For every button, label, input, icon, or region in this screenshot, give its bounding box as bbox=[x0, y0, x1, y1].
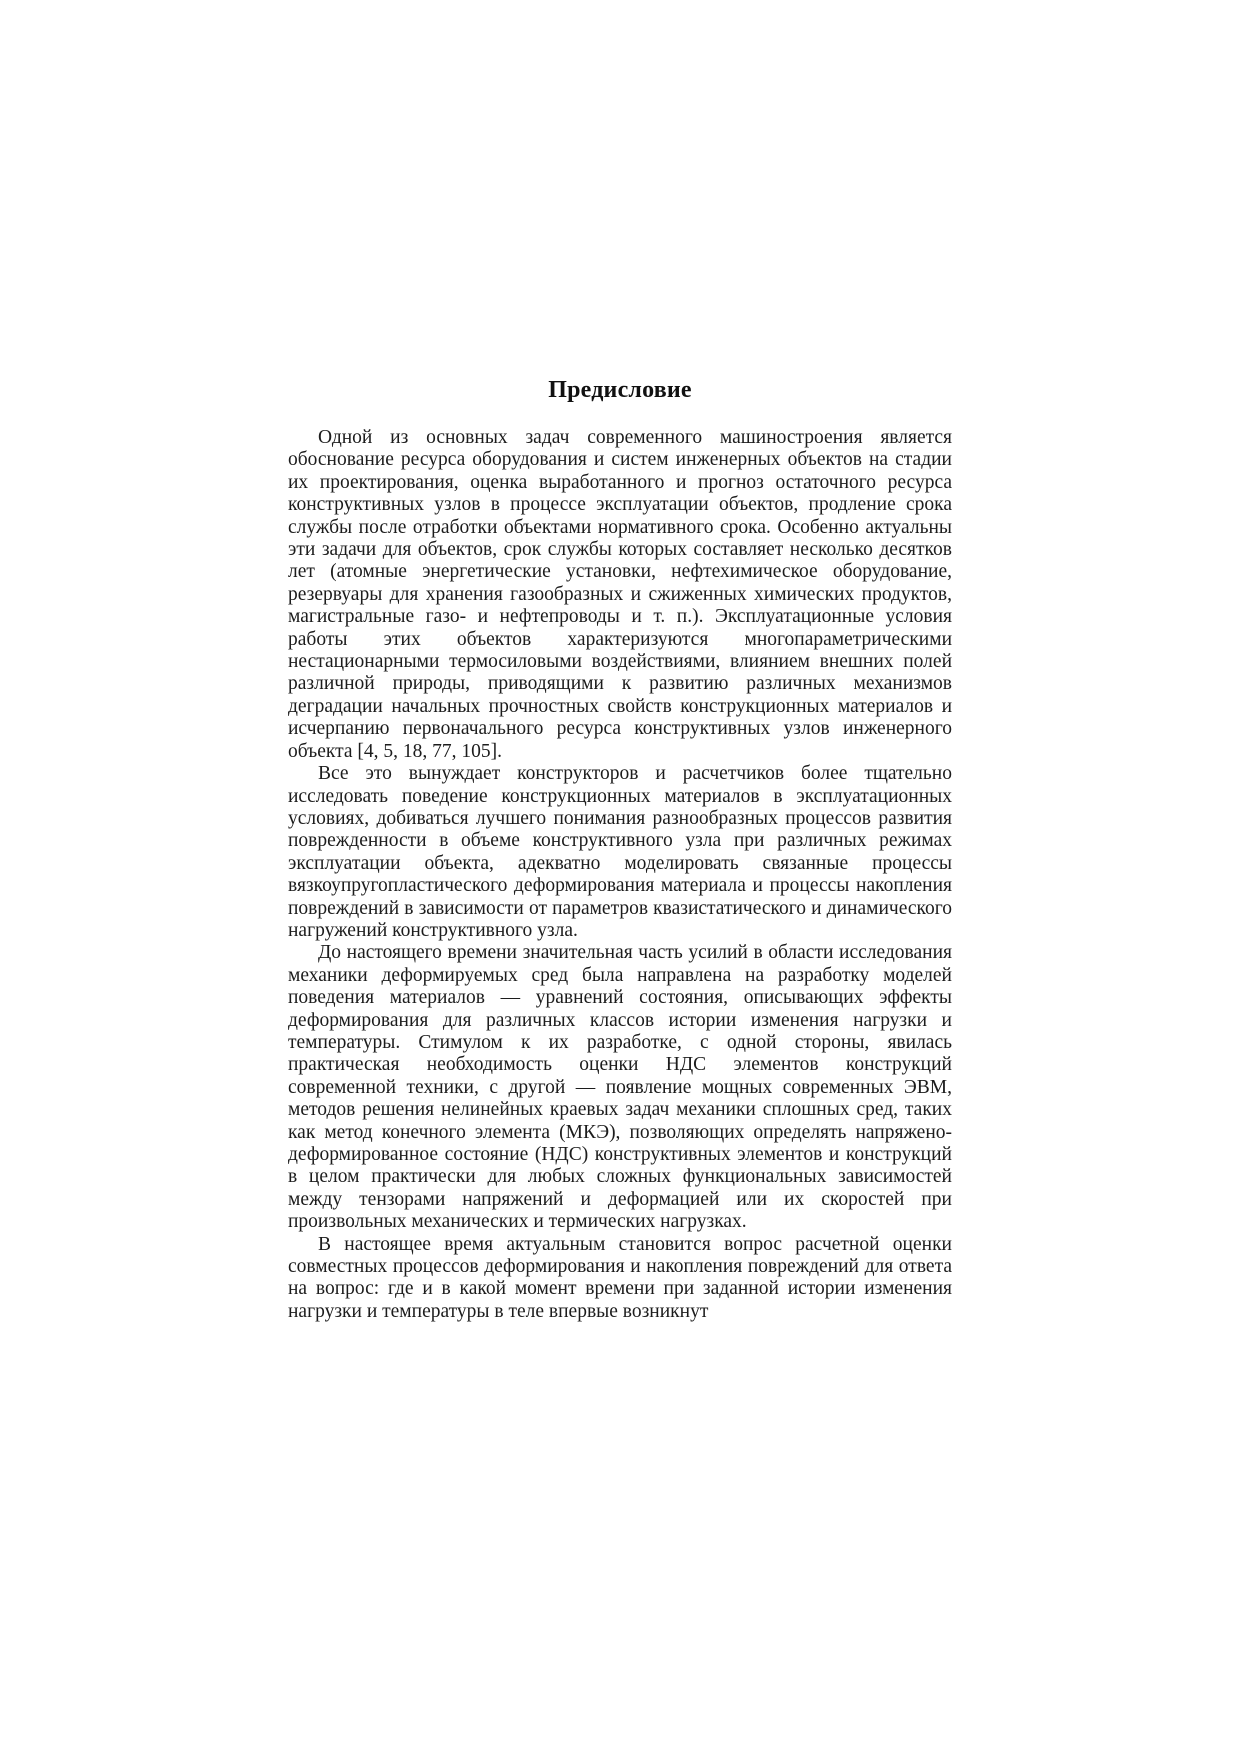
paragraph-4: В настоящее время актуальным становится вопрос расчетной оценки совместных процессов деформирования и накопления повреждений для ответа на вопрос: где и в какой момент времени при заданной истории изменения нагрузки и температуры в теле впервые возникнут bbox=[288, 1233, 952, 1322]
paragraph-3: До настоящего времени значительная часть усилий в области исследования механики деформируемых сред была направлена на разработку моделей поведения материалов — уравнений состояния, описывающих эффекты деформирования для различных классов истории изменения нагрузки и температуры. Стимулом к их разработке, с одной стороны, явилась практическая необходимость оценки НДС элементов конструкций современной техники, с другой — появление мощных современных ЭВМ, методов решения нелинейных краевых задач механики сплошных сред, таких как метод конечного элемента (МКЭ), позволяющих определять напряжено-деформированное состояние (НДС) конструктивных элементов и конструкций в целом практически для любых сложных функциональных зависимостей между тензорами напряжений и деформацией или их скоростей при произвольных механических и термических нагрузках. bbox=[288, 942, 952, 1233]
paragraph-1: Одной из основных задач современного машиностроения является обоснование ресурса оборудования и систем инженерных объектов на стадии их проектирования, оценка выработанного и прогноз остаточного ресурса конструктивных узлов в процессе эксплуатации объектов, продление срока службы после отработки объектами нормативного срока. Особенно актуальны эти задачи для объектов, срок службы которых составляет несколько десятков лет (атомные энергетические установки, нефтехимическое оборудование, резервуары для хранения газообразных и сжиженных химических продуктов, магистральные газо- и нефтепроводы и т. п.). Эксплуатационные условия работы этих объектов характеризуются многопараметрическими нестационарными термосиловыми воздействиями, влиянием внешних полей различной природы, приводящими к развитию различных механизмов деградации начальных прочностных свойств конструкционных материалов и исчерпанию первоначального ресурса конструктивных узлов инженерного объекта [4, 5, 18, 77, 105]. bbox=[288, 427, 952, 762]
page-title: Предисловие bbox=[548, 377, 692, 403]
text-block bbox=[288, 375, 952, 1323]
paragraph-2: Все это вынуждает конструкторов и расчетчиков более тщательно исследовать поведение конструкционных материалов в эксплуатационных условиях, добиваться лучшего понимания разнообразных процессов развития поврежденности в объеме конструктивного узла при различных режимах эксплуатации объекта, адекватно моделировать связанные процессы вязкоупругопластического деформирования материала и процессы накопления повреждений в зависимости от параметров квазистатического и динамического нагружений конструктивного узла. bbox=[288, 763, 952, 941]
